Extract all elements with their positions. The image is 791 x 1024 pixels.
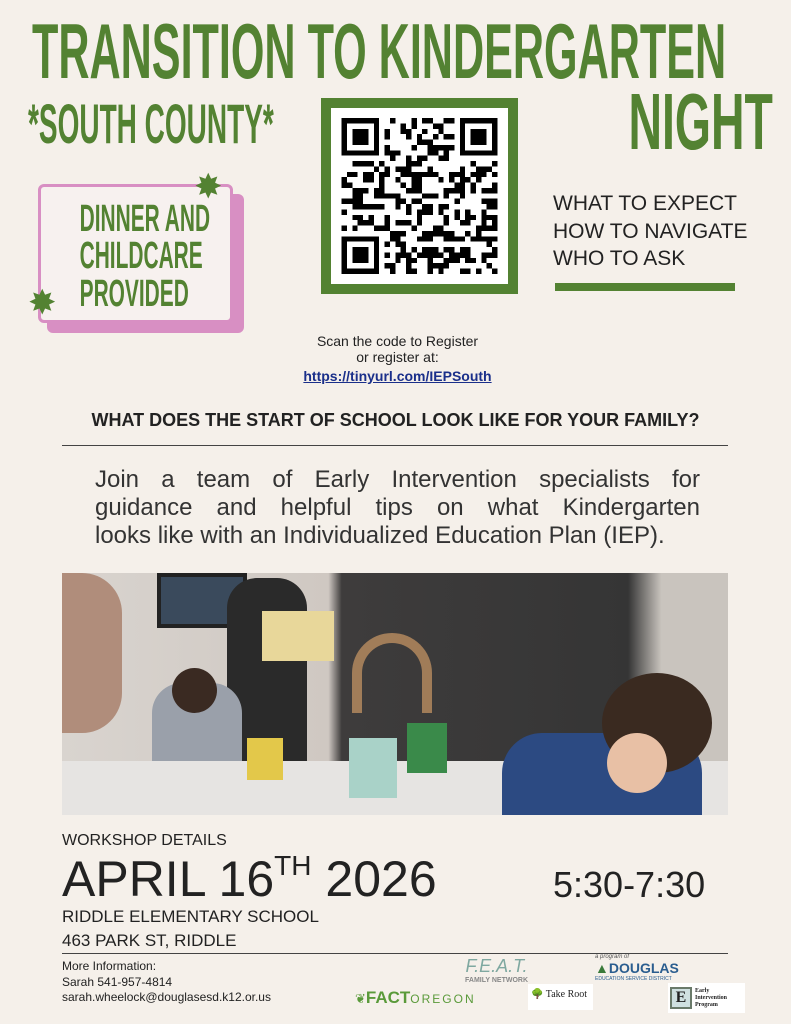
- venue-address: 463 PARK ST, RIDDLE: [62, 931, 237, 950]
- divider-bar: [555, 283, 735, 291]
- date-suffix: TH: [274, 850, 312, 881]
- topic-item: HOW TO NAVIGATE: [553, 220, 748, 243]
- event-date: [62, 850, 437, 907]
- description-line: guidance and helpful tips on what Kindergarten: [95, 494, 700, 521]
- contact-email[interactable]: sarah.wheelock@douglasesd.k12.or.us: [62, 990, 271, 1004]
- page-title: TRANSITION TO KINDERGARTEN: [32, 7, 727, 95]
- feat-logo: F.E.A.T. FAMILY NETWORK: [465, 956, 529, 984]
- topic-item: WHO TO ASK: [553, 247, 686, 270]
- star-icon: ✸: [28, 284, 57, 322]
- section-heading: WHAT DOES THE START OF SCHOOL LOOK LIKE FOR YOUR FAMILY?: [91, 410, 700, 430]
- early-intervention-logo: E Early Intervention Program: [668, 983, 745, 1013]
- date-year: 2026: [325, 851, 437, 907]
- contact-phone: Sarah 541-957-4814: [62, 975, 173, 989]
- contact-label: More Information:: [62, 959, 157, 973]
- fact-oregon-logo: ❦FACTOREGON: [355, 988, 476, 1007]
- douglas-esd-logo: a program of ▲DOUGLAS EDUCATION SERVICE DISTRICT: [595, 954, 679, 982]
- classroom-photo: [62, 573, 728, 815]
- registration-qr-code[interactable]: [321, 98, 518, 294]
- region-subtitle: *SOUTH COUNTY*: [28, 92, 274, 155]
- registration-link[interactable]: https://tinyurl.com/IEPSouth: [303, 368, 492, 384]
- scan-instruction: Scan the code to Register: [316, 333, 479, 349]
- workshop-label: WORKSHOP DETAILS: [62, 832, 227, 849]
- description-line: Join a team of Early Intervention specialists for: [95, 466, 700, 493]
- topic-item: WHAT TO EXPECT: [553, 192, 737, 215]
- callout-line: PROVIDED: [79, 273, 189, 315]
- date-month-day: APRIL 16: [62, 851, 275, 907]
- callout-line: DINNER AND: [79, 198, 211, 240]
- description: [95, 466, 700, 550]
- description-line: looks like with an Individualized Education Plan (IEP).: [95, 522, 665, 549]
- star-icon: ✸: [194, 168, 223, 206]
- take-root-logo: 🌳 Take Root: [528, 984, 593, 1010]
- scan-instruction-2: or register at:: [356, 349, 439, 365]
- page-title-line2: NIGHT: [628, 77, 773, 166]
- venue-name: RIDDLE ELEMENTARY SCHOOL: [62, 907, 319, 926]
- divider: [62, 445, 728, 446]
- event-time: 5:30-7:30: [553, 864, 706, 905]
- callout-line: CHILDCARE: [79, 235, 203, 277]
